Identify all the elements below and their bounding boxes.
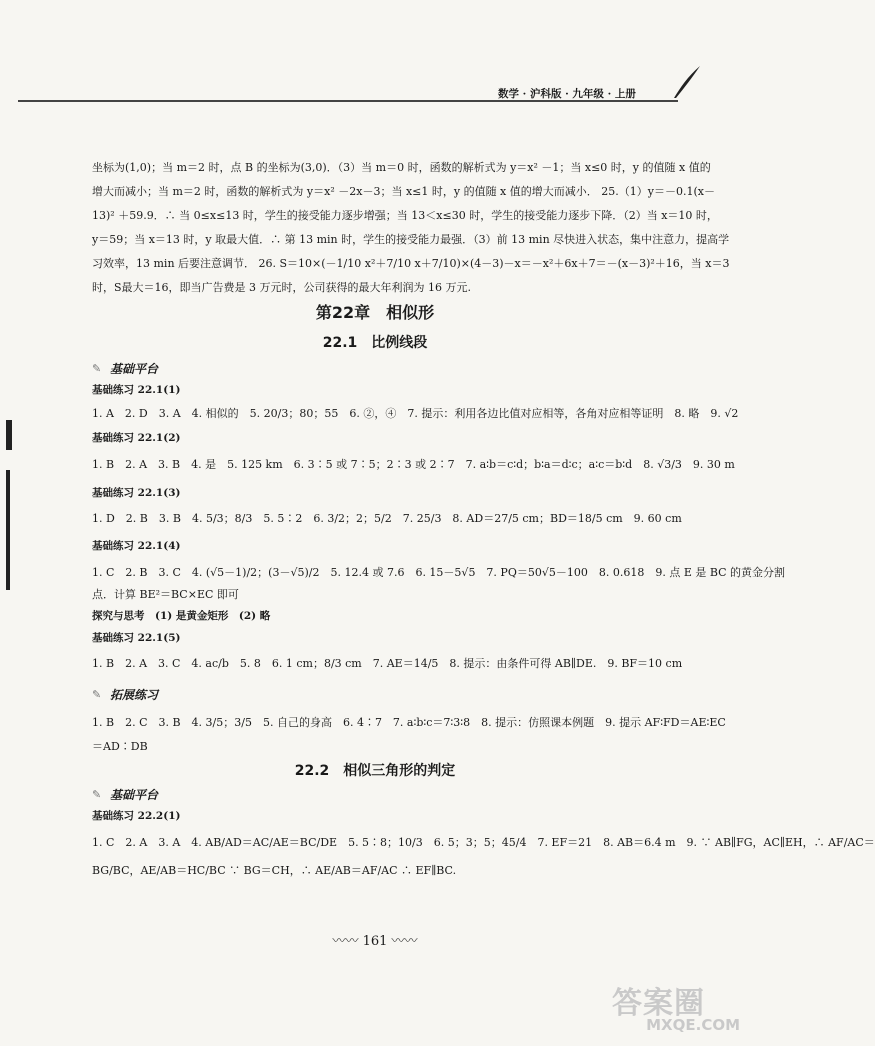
page-number-value: 161 bbox=[362, 934, 388, 949]
watermark bbox=[612, 978, 740, 1038]
exercise-label: 基础练习 22.1(5) bbox=[92, 632, 181, 644]
tag-label: 基础平台 bbox=[110, 362, 159, 376]
page-number bbox=[0, 930, 750, 949]
section-tag-extend bbox=[92, 686, 158, 703]
leaf-icon: ✎ bbox=[92, 362, 102, 375]
intro-line: 坐标为(1,0)；当 m＝2 时，点 B 的坐标为(3,0)．（3）当 m＝0 时，函数的解析式为 y＝x² －1；当 x≤0 时，y 的值随 x 值的 bbox=[92, 161, 711, 174]
exercise-answer: 1. C 2. A 3. A 4. AB/AD＝AC/AE＝BC/DE 5. 5∶8；10/3 6. 5；3；5；45/4 7. EF＝21 8. AB＝6.4 m 9. ∵ AB∥FG，AC∥EH，∴ AF/AC＝ bbox=[92, 836, 875, 849]
watermark-logo: 答案圈 bbox=[612, 986, 705, 1021]
intro-line: 13)² ＋59.9．∴ 当 0≤x≤13 时，学生的接受能力逐步增强；当 13＜x≤30 时，学生的接受能力逐步下降．（2）当 x＝10 时， bbox=[92, 209, 718, 222]
tag-label: 拓展练习 bbox=[110, 688, 159, 702]
exercise-label: 基础练习 22.1(4) bbox=[92, 540, 181, 552]
section-title: 22.1 比例线段 bbox=[322, 335, 428, 351]
scan-edge-mark bbox=[6, 470, 10, 590]
extend-answer-continued: ＝AD∶DB bbox=[92, 740, 148, 753]
tag-label: 基础平台 bbox=[110, 788, 159, 802]
chapter-title: 第22章 相似形 bbox=[315, 303, 435, 322]
wave-ornament: 〰〰 bbox=[387, 934, 418, 949]
exercise-answer: 1. B 2. A 3. C 4. ac/b 5. 8 6. 1 cm；8/3 cm 7. AE＝14/5 8. 提示：由条件可得 AB∥DE. 9. BF＝10 cm bbox=[92, 657, 683, 670]
intro-line: 时，S最大＝16，即当广告费是 3 万元时，公司获得的最大年利润为 16 万元. bbox=[92, 281, 472, 294]
section-title: 22.2 相似三角形的判定 bbox=[294, 763, 456, 779]
explore-line: 探究与思考 (1) 是黄金矩形 (2) 略 bbox=[92, 610, 271, 622]
extend-answer: 1. B 2. C 3. B 4. 3/5；3/5 5. 自己的身高 6. 4∶7 7. a∶b∶c＝7∶3∶8 8. 提示：仿照课本例题 9. 提示 AF∶FD＝AE∶EC bbox=[92, 716, 726, 729]
wave-ornament: 〰〰 bbox=[332, 934, 363, 949]
exercise-label: 基础练习 22.1(2) bbox=[92, 432, 181, 444]
exercise-answer: 1. D 2. B 3. B 4. 5/3；8/3 5. 5∶2 6. 3/2；2；5/2 7. 25/3 8. AD＝27/5 cm；BD＝18/5 cm 9. 60 cm bbox=[92, 512, 682, 525]
leaf-icon: ✎ bbox=[92, 688, 102, 701]
exercise-label: 基础练习 22.1(1) bbox=[92, 384, 181, 396]
header-title: 数学 · 沪科版 · 九年级 · 上册 bbox=[498, 88, 636, 100]
pen-icon bbox=[672, 64, 702, 104]
exercise-answer: 1. A 2. D 3. A 4. 相似的 5. 20/3；80；55 6. ②，④ 7. 提示：利用各边比值对应相等，各角对应相等证明 8. 略 9. √2 bbox=[92, 407, 739, 420]
intro-line: 习效率，13 min 后要注意调节． 26. S＝10×(－1/10 x²＋7/10 x＋7/10)×(4－3)－x＝－x²＋6x＋7＝－(x－3)²＋16，当 x＝3 bbox=[92, 257, 730, 270]
intro-line: 增大而减小；当 m＝2 时，函数的解析式为 y＝x² －2x－3；当 x≤1 时，y 的值随 x 值的增大而减小． 25.（1）y＝－0.1(x－ bbox=[92, 185, 715, 198]
leaf-icon: ✎ bbox=[92, 788, 102, 801]
intro-line: y＝59；当 x＝13 时，y 取最大值．∴ 第 13 min 时，学生的接受能力最强．（3）前 13 min 尽快进入状态，集中注意力，提高学 bbox=[92, 233, 730, 246]
exercise-answer: 1. B 2. A 3. B 4. 是 5. 125 km 6. 3∶5 或 7∶5；2∶3 或 2∶7 7. a∶b＝c∶d；b∶a＝d∶c；a∶c＝b∶d 8. √3/3 9. 30 m bbox=[92, 458, 735, 471]
exercise-answer-continued: 点．计算 BE²＝BC×EC 即可 bbox=[92, 588, 239, 601]
exercise-answer: 1. C 2. B 3. C 4. (√5－1)/2；(3－√5)/2 5. 12.4 或 7.6 6. 15－5√5 7. PQ＝50√5－100 8. 0.618 9. 点 E 是 BC 的黄金分割 bbox=[92, 566, 786, 579]
header-rule bbox=[18, 100, 678, 102]
scan-edge-mark bbox=[6, 420, 12, 450]
exercise-label: 基础练习 22.1(3) bbox=[92, 487, 181, 499]
section-tag-basic bbox=[92, 786, 158, 803]
watermark-url: MXQE.COM bbox=[646, 1016, 740, 1034]
exercise-answer-continued: BG/BC，AE/AB＝HC/BC ∵ BG＝CH，∴ AE/AB＝AF/AC ∴ EF∥BC. bbox=[92, 864, 457, 877]
exercise-label: 基础练习 22.2(1) bbox=[92, 810, 181, 822]
section-tag-basic bbox=[92, 360, 158, 377]
intro-block bbox=[92, 158, 730, 302]
